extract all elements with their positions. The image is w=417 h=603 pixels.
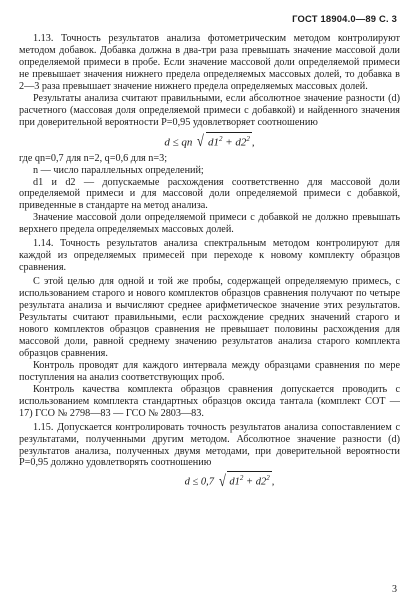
paragraph-purpose: С этой целью для одной и той же пробы, содержащей определяемую примесь, с использованием старого и нового комплектов образцов сравнения получают по четыре результата анализа и вычисляют среднее арифметическое значение этих результатов. Результаты считают правильными, если расхождение средних значений старого и нового комплектов образцов сравнения не превышает половины расхождения для массовой доли, равной среднему значению результатов анализа старого комплекта образцов сравнения. bbox=[19, 276, 400, 359]
formula-2-d1: d1 bbox=[229, 476, 240, 488]
formula-2 bbox=[59, 471, 400, 490]
formula-1 bbox=[19, 132, 400, 150]
paragraph-quality-control: Контроль качества комплекта образцов сравнения допускается проводить с использованием комплекта стандартных образцов оксида тантала (комплект СОТ — 17) ГСО № 2798—83 — ГСО № 2803—83. bbox=[19, 383, 400, 419]
formula-1-comma: , bbox=[251, 136, 255, 149]
formula-1-plus: + bbox=[225, 136, 233, 149]
page-header: ГОСТ 18904.0—89 С. 3 bbox=[292, 13, 397, 24]
radical-icon: √ bbox=[197, 133, 205, 151]
formula-1-lhs: d ≤ qn bbox=[164, 136, 193, 149]
formula-1-d1: d1 bbox=[207, 136, 219, 149]
formula-2-radicand: $d1^2 + d2^2$ bbox=[227, 471, 271, 489]
paragraph-upper-limit: Значение массовой доли определяемой примеси с добавкой не должно превышать верхнего предела определяемых массовых долей. bbox=[19, 212, 400, 236]
radical-icon: √ bbox=[218, 472, 226, 490]
paragraph-1-14: 1.14. Точность результатов анализа спектральным методом контролируют для каждой из определяемых примесей при переходе к новому комплекту образцов сравнения. bbox=[19, 238, 400, 274]
paragraph-control-interval: Контроль проводят для каждого интервала между образцами сравнения по мере поступления на анализ соответствующих проб. bbox=[19, 359, 400, 383]
formula-2-d2: d2 bbox=[255, 476, 267, 488]
paragraph-1-15: 1.15. Допускается контролировать точность результатов анализа сопоставлением с результатами, полученными другим методом. Абсолютное значение разности (d) результатов анализа, полученных двумя методами, при доверительной вероятности P=0,95 должно удовлетворять соотношению bbox=[19, 421, 400, 469]
paragraph-n-definition: n — число параллельных определений; bbox=[33, 164, 204, 176]
page-body bbox=[19, 33, 400, 490]
page-number: 3 bbox=[392, 584, 397, 595]
paragraph-1-13: 1.13. Точность результатов анализа фотометрическим методом контролируют методом добавок. Добавка должна в два-три раза превышать значение массовой доли определяемой примеси в пробе. Если значение массовой доли определяемой примеси не превышает значения нижнего предела определяемых массовых долей, то добавка в 2—3 раза превышает значение нижнего предела определяемых массовых долей. bbox=[19, 33, 400, 92]
paragraph-where: где qn=0,7 для n=2, q=0,6 для n=3; bbox=[19, 152, 168, 164]
formula-2-comma: , bbox=[271, 476, 275, 488]
formula-2-lhs: d ≤ 0,7 bbox=[184, 476, 214, 488]
formula-1-d2: d2 bbox=[235, 136, 247, 149]
formula-1-radicand: $d1^2 + d2^2$ bbox=[206, 132, 252, 150]
formula-2-plus: + bbox=[246, 476, 254, 488]
paragraph-d1-d2-definition: d1 и d2 — допускаемые расхождения соответственно для массовой доли определяемой примеси и для массовой доли определяемой примеси с добавкой, приведенные в стандарте на метод анализа. bbox=[19, 176, 400, 212]
paragraph-results-correct: Результаты анализа считают правильными, если абсолютное значение разности (d) расчетного (массовая доля определяемой примеси с добавкой) и найденного значения при доверительной вероятности P=0,95 удовлетворяет соотношению bbox=[19, 92, 400, 128]
